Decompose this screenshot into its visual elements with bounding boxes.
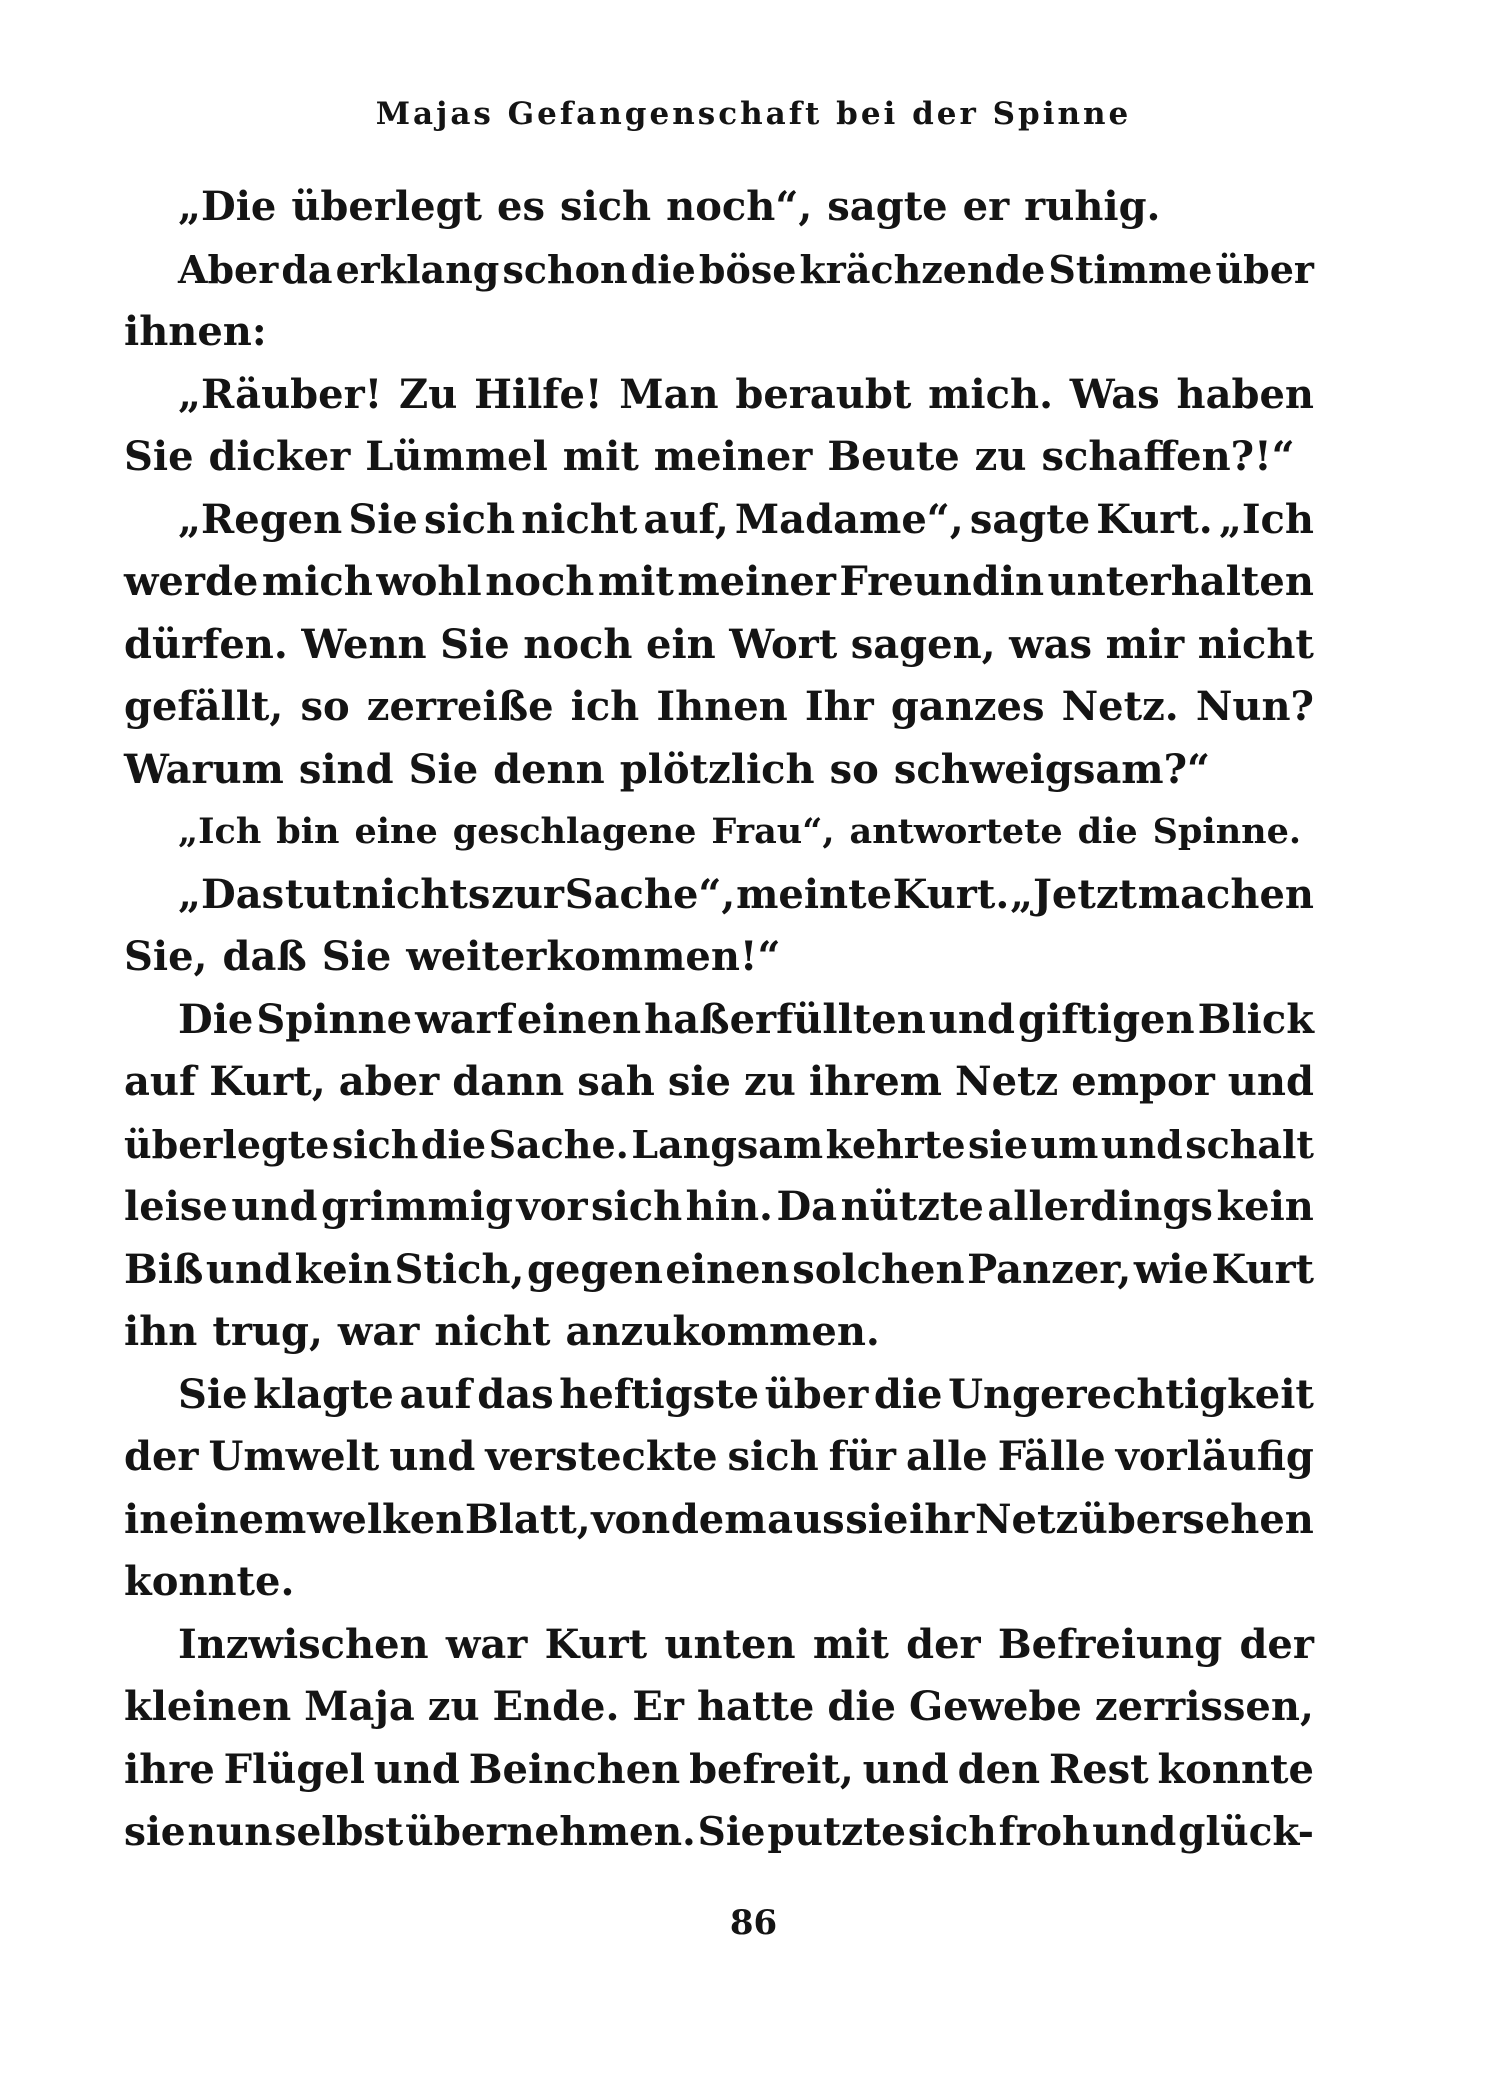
word: solchen bbox=[792, 1245, 965, 1293]
word: vorläufig bbox=[1115, 1433, 1314, 1480]
word: gegen bbox=[526, 1245, 663, 1293]
word: Beinchen bbox=[468, 1745, 681, 1793]
word: hin. bbox=[685, 1183, 773, 1230]
word: und bbox=[862, 1745, 949, 1793]
word: ruhig. bbox=[1024, 183, 1161, 230]
word: den bbox=[957, 1745, 1041, 1793]
word: sie bbox=[667, 1058, 732, 1105]
word: mich bbox=[261, 558, 373, 605]
word: zu bbox=[974, 433, 1027, 480]
word: Flügel bbox=[223, 1745, 365, 1793]
word: auf, bbox=[643, 495, 729, 543]
word: einen bbox=[665, 1245, 790, 1293]
word: Kurt. bbox=[892, 870, 1010, 918]
word: noch bbox=[523, 620, 633, 668]
word: einen bbox=[516, 995, 642, 1043]
word: Stimme bbox=[1048, 246, 1213, 292]
word: welken bbox=[306, 1495, 465, 1543]
word: schalt bbox=[1185, 1121, 1314, 1167]
word: der bbox=[1239, 1620, 1314, 1668]
word: Sache“, bbox=[564, 870, 736, 918]
word: weiterkommen!“ bbox=[406, 933, 781, 980]
word: ganzes bbox=[890, 683, 1045, 730]
word: dürfen. bbox=[124, 620, 288, 668]
word: auf bbox=[124, 1058, 197, 1105]
word: Netz. bbox=[1061, 683, 1179, 730]
word: zu bbox=[427, 1683, 480, 1730]
word: warf bbox=[415, 995, 514, 1043]
word: mir bbox=[1105, 620, 1185, 668]
text-line bbox=[124, 1364, 1314, 1427]
word: Frau“, bbox=[711, 811, 835, 852]
word: nun bbox=[187, 1809, 273, 1855]
word: „Ich bbox=[1218, 495, 1314, 543]
word: versteckte bbox=[485, 1433, 718, 1480]
word: über bbox=[764, 1370, 869, 1418]
word: klagte bbox=[253, 1370, 394, 1418]
word: überlegt bbox=[291, 183, 483, 230]
word: Kurt bbox=[544, 1620, 648, 1668]
word: und bbox=[205, 1245, 293, 1293]
word: Sie bbox=[697, 1809, 766, 1855]
word: und bbox=[1092, 1809, 1177, 1855]
word: froh bbox=[998, 1809, 1091, 1855]
word: Blatt, bbox=[464, 1495, 591, 1543]
text-line bbox=[124, 1676, 1314, 1739]
word: Kurt. bbox=[1096, 495, 1213, 543]
word: Biß bbox=[124, 1245, 204, 1293]
word: die bbox=[630, 246, 696, 292]
word: konnte bbox=[1157, 1745, 1314, 1793]
word: machen bbox=[1137, 870, 1314, 918]
text-line bbox=[124, 926, 1314, 989]
word: nicht bbox=[521, 495, 638, 543]
text-line bbox=[124, 1801, 1314, 1864]
word: ihnen: bbox=[124, 308, 267, 355]
word: Gewebe bbox=[908, 1683, 1082, 1730]
word: über bbox=[1215, 246, 1314, 292]
word: sich bbox=[559, 183, 652, 230]
word: allerdings bbox=[987, 1183, 1213, 1230]
word: geschlagene bbox=[452, 811, 697, 852]
word: Fälle bbox=[997, 1433, 1106, 1480]
word: nichts bbox=[351, 870, 491, 918]
word: Ihnen bbox=[656, 683, 788, 730]
word: anzukommen. bbox=[565, 1308, 880, 1355]
word: und bbox=[231, 1183, 318, 1230]
word: böse bbox=[698, 246, 797, 292]
word: ihn bbox=[124, 1308, 198, 1355]
word: giftigen bbox=[1018, 995, 1195, 1043]
word: so bbox=[300, 683, 350, 730]
text-line bbox=[124, 614, 1314, 677]
word: „Jetzt bbox=[1009, 870, 1138, 918]
word: ein bbox=[646, 620, 716, 668]
word: sagen, bbox=[850, 620, 996, 668]
word: aus bbox=[767, 1495, 845, 1543]
word: er bbox=[962, 183, 1010, 230]
word: konnte. bbox=[124, 1558, 295, 1605]
word: der bbox=[124, 1433, 199, 1480]
word: sah bbox=[577, 1058, 655, 1105]
word: Die bbox=[178, 995, 254, 1043]
word: ihre bbox=[124, 1745, 215, 1793]
word: Was bbox=[1069, 370, 1160, 418]
text-line bbox=[124, 989, 1314, 1052]
word: sie bbox=[124, 1809, 186, 1855]
word: „Die bbox=[178, 183, 277, 230]
word: gefällt, bbox=[124, 683, 284, 730]
word: schweigsam?“ bbox=[893, 745, 1211, 793]
word: und bbox=[1227, 1058, 1314, 1105]
word: sich bbox=[727, 1433, 819, 1480]
word: Wort bbox=[729, 620, 838, 668]
word: krächzende bbox=[799, 246, 1046, 292]
word: Warum bbox=[124, 745, 284, 793]
word: plötzlich bbox=[619, 745, 815, 793]
word: „Das bbox=[178, 870, 285, 918]
text-line bbox=[124, 1551, 1314, 1614]
text-line bbox=[124, 1489, 1314, 1552]
word: daß bbox=[222, 933, 307, 980]
word: es bbox=[497, 183, 545, 230]
text-line bbox=[124, 676, 1314, 739]
word: in bbox=[124, 1495, 169, 1543]
word: da bbox=[281, 246, 333, 292]
word: putzte bbox=[767, 1809, 906, 1855]
word: Da bbox=[776, 1183, 838, 1230]
word: war bbox=[337, 1308, 420, 1355]
word: tut bbox=[284, 870, 351, 918]
text-line bbox=[124, 1239, 1314, 1302]
text-line bbox=[124, 364, 1314, 427]
word: Lümmel bbox=[365, 433, 548, 480]
word: und bbox=[928, 995, 1015, 1043]
word: meinte bbox=[736, 870, 893, 918]
word: Zu bbox=[399, 370, 458, 418]
word: Kurt bbox=[1211, 1245, 1314, 1293]
word: sie bbox=[968, 1121, 1029, 1167]
word: bin bbox=[276, 811, 340, 852]
word: noch bbox=[485, 558, 595, 605]
word: unten bbox=[664, 1620, 796, 1668]
word: Netz bbox=[955, 1058, 1059, 1105]
word: Sie bbox=[178, 1370, 248, 1418]
word: für bbox=[828, 1433, 896, 1480]
word: Sie, bbox=[124, 933, 208, 980]
word: Langsam bbox=[631, 1121, 824, 1167]
word: selbst bbox=[274, 1809, 404, 1855]
text-line bbox=[124, 301, 1314, 364]
word: kein bbox=[294, 1245, 393, 1293]
body-text bbox=[124, 176, 1314, 1864]
word: sie bbox=[845, 1495, 909, 1543]
word: und bbox=[389, 1433, 476, 1480]
word: trug, bbox=[212, 1308, 323, 1355]
word: sagte bbox=[969, 495, 1091, 543]
word: zerrissen, bbox=[1094, 1683, 1314, 1730]
word: zur bbox=[491, 870, 564, 918]
word: Sie bbox=[348, 495, 418, 543]
word: eine bbox=[354, 811, 438, 852]
word: Blick bbox=[1197, 995, 1314, 1043]
word: sind bbox=[298, 745, 394, 793]
word: nicht bbox=[1197, 620, 1314, 668]
word: die bbox=[873, 1370, 943, 1418]
word: unterhalten bbox=[1047, 558, 1314, 605]
text-line bbox=[124, 801, 1314, 864]
word: Ende. bbox=[492, 1683, 620, 1730]
word: Man bbox=[619, 370, 719, 418]
word: beraubt bbox=[735, 370, 912, 418]
word: schon bbox=[502, 246, 628, 292]
word: glück- bbox=[1178, 1809, 1314, 1855]
word: Umwelt bbox=[208, 1433, 380, 1480]
word: noch“, bbox=[666, 183, 813, 230]
word: Freundin bbox=[839, 558, 1045, 605]
word: erklang bbox=[335, 246, 500, 292]
text-line bbox=[124, 1051, 1314, 1114]
word: von bbox=[591, 1495, 671, 1543]
word: Ungerechtigkeit bbox=[948, 1370, 1314, 1418]
word: auf bbox=[399, 1370, 472, 1418]
word: antwortete bbox=[849, 811, 1063, 852]
word: „Regen bbox=[178, 495, 343, 543]
word: hatte bbox=[696, 1683, 815, 1730]
word: heftigste bbox=[559, 1370, 760, 1418]
word: sich bbox=[331, 1121, 419, 1167]
word: werde bbox=[124, 558, 259, 605]
word: was bbox=[1009, 620, 1093, 668]
word: schaffen?!“ bbox=[1041, 433, 1295, 480]
word: Ihr bbox=[804, 683, 874, 730]
word: wohl bbox=[376, 558, 482, 605]
text-line bbox=[124, 1426, 1314, 1489]
word: kleinen bbox=[124, 1683, 292, 1730]
word: denn bbox=[493, 745, 605, 793]
word: Er bbox=[632, 1683, 684, 1730]
word: Rest bbox=[1048, 1745, 1149, 1793]
word: sich bbox=[907, 1809, 997, 1855]
word: wie bbox=[1133, 1245, 1209, 1293]
text-line bbox=[124, 1176, 1314, 1239]
word: grimmig bbox=[320, 1183, 514, 1230]
word: meiner bbox=[677, 558, 836, 605]
text-line bbox=[124, 1114, 1314, 1177]
word: übernehmen. bbox=[405, 1809, 696, 1855]
word: sich bbox=[591, 1183, 683, 1230]
word: Kurt, bbox=[209, 1058, 326, 1105]
word: übersehen bbox=[1078, 1495, 1314, 1543]
text-line bbox=[124, 489, 1314, 552]
word: Stich, bbox=[394, 1245, 525, 1293]
word: empor bbox=[1071, 1058, 1215, 1105]
word: dann bbox=[452, 1058, 565, 1105]
page-number: 86 bbox=[729, 1903, 778, 1943]
word: Sie bbox=[321, 933, 392, 980]
word: dem bbox=[670, 1495, 767, 1543]
word: „Räuber! bbox=[178, 370, 383, 418]
word: Nun? bbox=[1195, 683, 1314, 730]
text-line bbox=[124, 426, 1314, 489]
word: Sache. bbox=[488, 1121, 629, 1167]
text-line bbox=[124, 1739, 1314, 1802]
word: mit bbox=[562, 433, 639, 480]
word: Hilfe! bbox=[474, 370, 603, 418]
word: so bbox=[829, 745, 879, 793]
word: aber bbox=[338, 1058, 440, 1105]
running-head: Majas Gefangenschaft bei der Spinne bbox=[375, 96, 1132, 132]
word: Netz bbox=[974, 1495, 1079, 1543]
word: nützte bbox=[840, 1183, 984, 1230]
word: Spinne bbox=[256, 995, 413, 1043]
word: überlegte bbox=[124, 1121, 330, 1167]
word: sagte bbox=[827, 183, 948, 230]
word: war bbox=[445, 1620, 528, 1668]
text-line bbox=[124, 1301, 1314, 1364]
word: dicker bbox=[208, 433, 351, 480]
word: Sie bbox=[408, 745, 479, 793]
word: befreit, bbox=[689, 1745, 854, 1793]
word: Spinne. bbox=[1152, 811, 1302, 852]
word: Panzer, bbox=[967, 1245, 1132, 1293]
word: das bbox=[477, 1370, 554, 1418]
text-line bbox=[124, 239, 1314, 302]
word: ihr bbox=[909, 1495, 975, 1543]
word: vor bbox=[516, 1183, 588, 1230]
word: und bbox=[373, 1745, 460, 1793]
text-line bbox=[124, 551, 1314, 614]
word: Inzwischen bbox=[178, 1620, 429, 1668]
word: nicht bbox=[434, 1308, 551, 1355]
word: zu bbox=[744, 1058, 796, 1105]
text-line bbox=[124, 739, 1314, 802]
text-line bbox=[124, 864, 1314, 927]
word: mich. bbox=[928, 370, 1053, 418]
word: Madame“, bbox=[734, 495, 964, 543]
word: der bbox=[906, 1620, 981, 1668]
word: kehrte bbox=[825, 1121, 966, 1167]
word: „Ich bbox=[178, 811, 262, 852]
word: leise bbox=[124, 1183, 228, 1230]
word: kein bbox=[1216, 1183, 1314, 1230]
word: haben bbox=[1176, 370, 1314, 418]
word: Sie bbox=[440, 620, 510, 668]
word: haßerfüllten bbox=[644, 995, 926, 1043]
word: meiner bbox=[653, 433, 813, 480]
word: um bbox=[1030, 1121, 1099, 1167]
word: Beute bbox=[827, 433, 960, 480]
word: ihrem bbox=[808, 1058, 942, 1105]
word: ich bbox=[570, 683, 640, 730]
text-line bbox=[124, 1614, 1314, 1677]
word: und bbox=[1100, 1121, 1183, 1167]
word: sich bbox=[423, 495, 516, 543]
text-line bbox=[124, 176, 1314, 239]
word: die bbox=[827, 1683, 896, 1730]
word: zerreiße bbox=[366, 683, 554, 730]
word: die bbox=[420, 1121, 487, 1167]
word: Wenn bbox=[301, 620, 427, 668]
word: Befreiung bbox=[997, 1620, 1223, 1668]
word: mit bbox=[597, 558, 674, 605]
word: Maja bbox=[304, 1683, 415, 1730]
word: alle bbox=[905, 1433, 988, 1480]
word: mit bbox=[812, 1620, 889, 1668]
word: einem bbox=[168, 1495, 307, 1543]
word: Aber bbox=[178, 246, 279, 292]
word: Sie bbox=[124, 433, 194, 480]
word: die bbox=[1077, 811, 1138, 852]
